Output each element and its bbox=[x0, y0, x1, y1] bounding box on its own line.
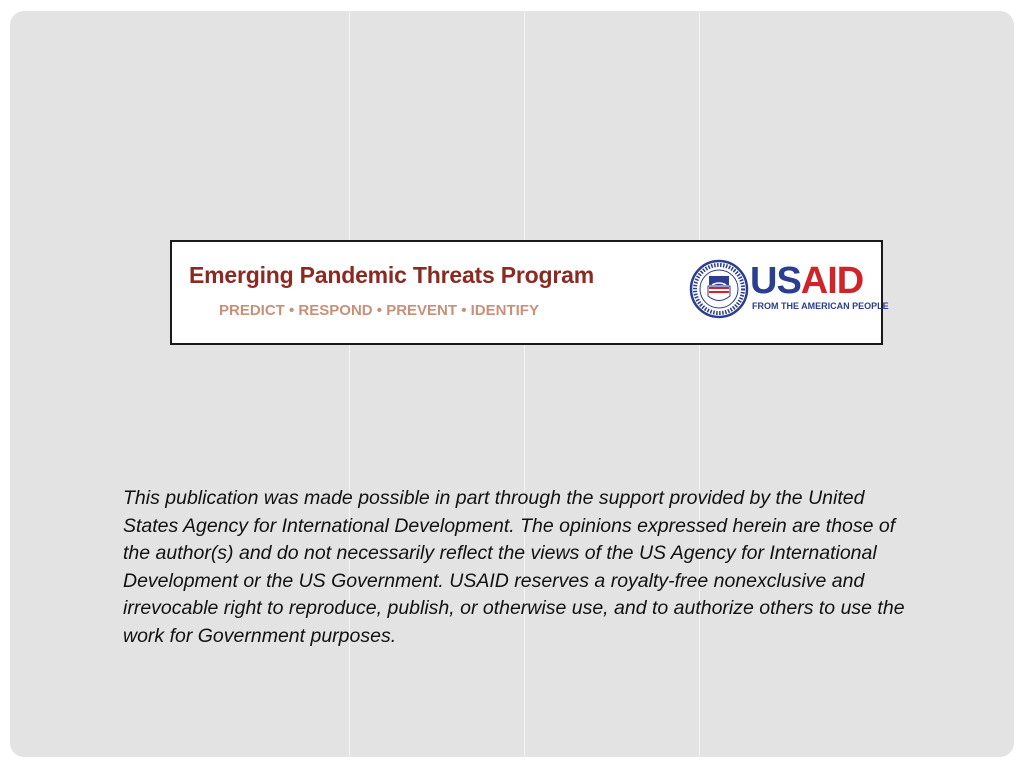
usaid-seal-icon bbox=[689, 259, 749, 319]
program-tagline: PREDICT • RESPOND • PREVENT • IDENTIFY bbox=[219, 302, 539, 319]
program-title: Emerging Pandemic Threats Program bbox=[189, 262, 594, 288]
program-banner bbox=[170, 240, 889, 345]
usaid-logo-subtitle: FROM THE AMERICAN PEOPLE bbox=[752, 301, 889, 311]
usaid-logo: USAID bbox=[750, 260, 864, 302]
slide-background bbox=[10, 11, 1014, 757]
usaid-disclaimer: This publication was made possible in part through the support provided by the United States Agency for International Development. The opinions expressed herein are those of the author(s) and do not necessarily reflect the views of the US Agency for International Development or the US Government. USAID reserves a royalty-free nonexclusive and irrevocable right to reproduce, publish, or otherwise use, and to authorize others to use the work for Government purposes. bbox=[123, 487, 905, 647]
